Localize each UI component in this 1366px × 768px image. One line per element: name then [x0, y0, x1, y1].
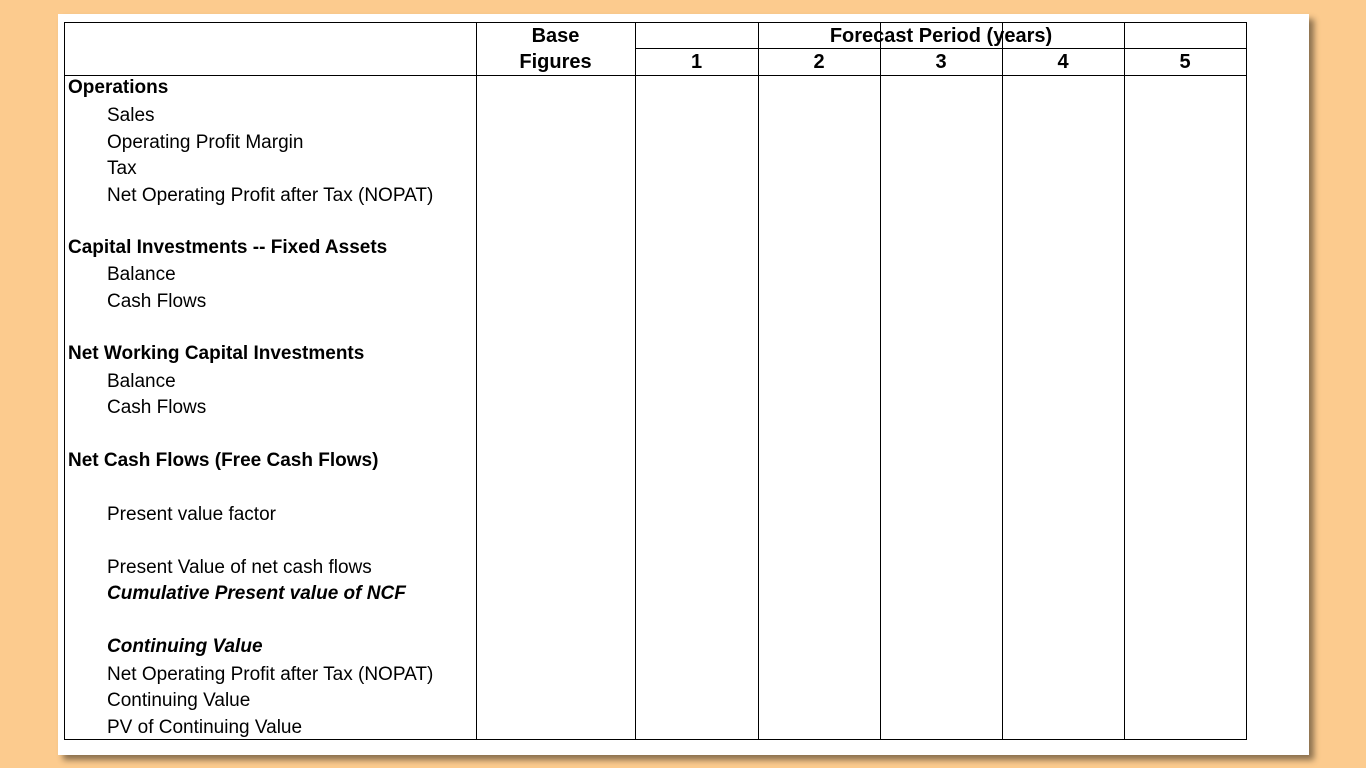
- row-label-operations: Operations: [68, 77, 169, 98]
- year-5-header: 5: [1179, 51, 1191, 73]
- row-label-cumulative-pv-ncf: Cumulative Present value of NCF: [107, 583, 406, 604]
- row-label-pv-continuing-value: PV of Continuing Value: [107, 717, 303, 738]
- year-1-header: 1: [690, 51, 703, 73]
- forecast-table: [64, 22, 1247, 740]
- table-border-left: [64, 22, 65, 740]
- row-label-operating-profit-margin: Operating Profit Margin: [107, 132, 304, 153]
- column-divider: [476, 22, 477, 740]
- row-label-cv-nopat: Net Operating Profit after Tax (NOPAT): [107, 664, 434, 685]
- column-divider: [1002, 22, 1003, 740]
- row-label-tax: Tax: [107, 158, 137, 179]
- row-label-continuing-value-heading: Continuing Value: [107, 636, 263, 657]
- year-3-header: 3: [935, 51, 947, 73]
- forecast-period-header: Forecast Period (years): [829, 25, 1053, 47]
- year-2-header: 2: [813, 51, 825, 73]
- row-label-nwc-balance: Balance: [107, 371, 176, 392]
- year-4-header: 4: [1057, 51, 1069, 73]
- row-label-nwc-cash-flows: Cash Flows: [107, 397, 207, 418]
- row-label-sales: Sales: [107, 105, 155, 126]
- row-label-present-value-factor: Present value factor: [107, 504, 276, 525]
- base-figures-header-line2: Figures: [519, 51, 592, 73]
- column-divider: [880, 22, 881, 740]
- table-border-right: [1246, 22, 1247, 740]
- row-label-net-working-capital: Net Working Capital Investments: [68, 343, 365, 364]
- row-label-capital-investments: Capital Investments -- Fixed Assets: [68, 237, 388, 258]
- column-divider: [1124, 22, 1125, 740]
- header-bottom-line: [64, 75, 1247, 76]
- column-divider: [758, 22, 759, 740]
- row-label-continuing-value: Continuing Value: [107, 690, 251, 711]
- column-divider: [635, 22, 636, 740]
- row-label-net-cash-flows: Net Cash Flows (Free Cash Flows): [68, 450, 379, 471]
- row-label-nopat: Net Operating Profit after Tax (NOPAT): [107, 185, 434, 206]
- base-figures-header-line1: Base: [531, 25, 580, 47]
- row-label-fixed-assets-cash-flows: Cash Flows: [107, 291, 207, 312]
- row-label-pv-net-cash-flows: Present Value of net cash flows: [107, 557, 372, 578]
- row-label-fixed-assets-balance: Balance: [107, 264, 176, 285]
